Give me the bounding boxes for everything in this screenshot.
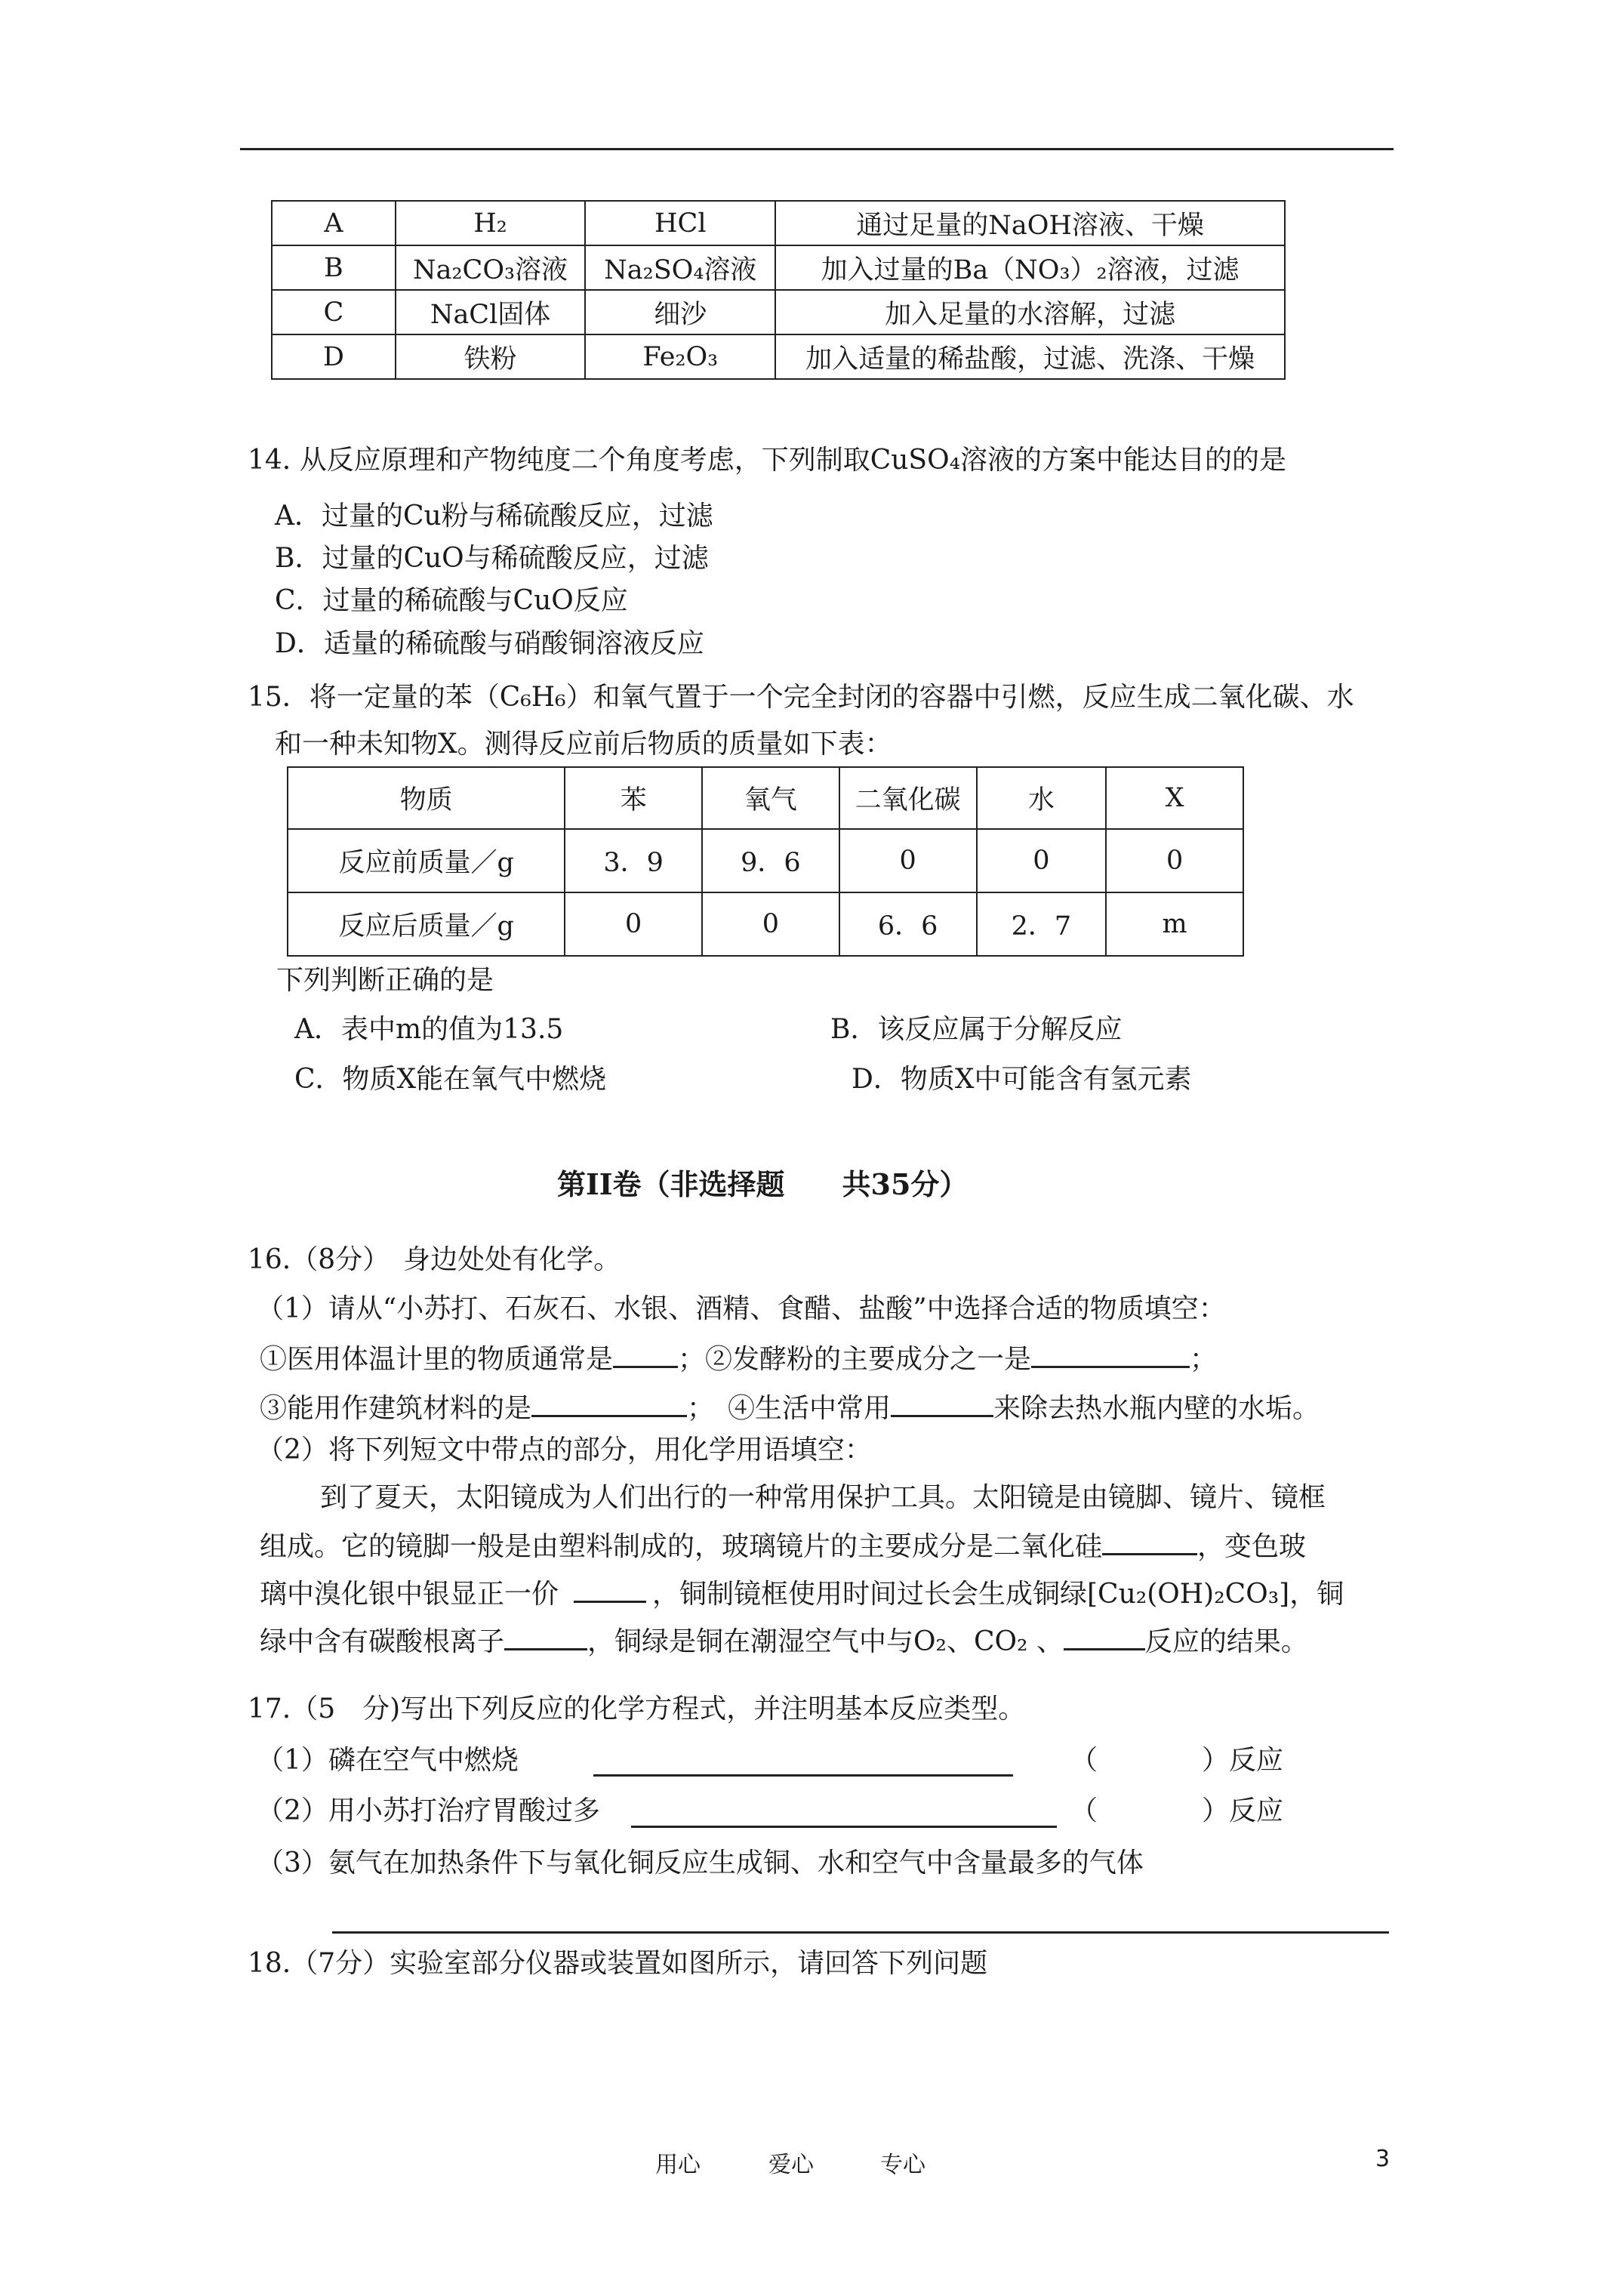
answer-rule[interactable] <box>332 1931 1389 1934</box>
footer-motto-3: 专心 <box>880 2152 925 2178</box>
fill-text: ； ④生活中常用 <box>687 1393 892 1424</box>
answer-blank[interactable] <box>504 1623 587 1650</box>
question-15-stem-cont: 和一种未知物X。测得反应前后物质的质量如下表： <box>275 729 892 760</box>
footer-motto-2: 爱心 <box>768 2152 814 2178</box>
table-cell: B <box>272 245 396 290</box>
passage-line: 到了夏天，太阳镜成为人们出行的一种常用保护工具。太阳镜是由镜脚、镜片、镜框 <box>320 1482 1326 1513</box>
answer-blank[interactable] <box>613 1340 678 1368</box>
question-15-stem: 15．将一定量的苯（C₆H₆）和氧气置于一个完全封闭的容器中引燃，反应生成二氧化碳、水 <box>248 682 1354 713</box>
table-cell: 0 <box>977 829 1107 892</box>
answer-blank[interactable] <box>1031 1340 1190 1368</box>
table-header: 氧气 <box>702 767 839 829</box>
option-d: D．物质X中可能含有氢元素 <box>852 1064 1192 1095</box>
table-cell: HCl <box>585 201 775 245</box>
table-cell: A <box>272 201 396 245</box>
fill-text: 组成。它的镜脚一般是由塑料制成的，玻璃镜片的主要成分是二氧化硅 <box>260 1531 1103 1562</box>
table-cell: 0 <box>839 829 977 892</box>
fill-text: ，铜制镜框使用时间过长会生成铜绿[Cu₂(OH)₂CO₃]，铜 <box>652 1579 1344 1610</box>
question-17-item3: （3）氨气在加热条件下与氧化铜反应生成铜、水和空气中含量最多的气体 <box>257 1848 1144 1878</box>
table-cell: 加入过量的Ba（NO₃）₂溶液，过滤 <box>775 245 1285 290</box>
table-row <box>272 290 1285 334</box>
table-cell: 通过足量的NaOH溶液、干燥 <box>775 201 1285 245</box>
table-row <box>272 334 1285 379</box>
table-row <box>272 245 1285 290</box>
option-a: A．过量的Cu粉与稀硫酸反应，过滤 <box>275 501 713 532</box>
table-cell: 6．6 <box>839 892 977 956</box>
paren-open: （ <box>1070 1795 1098 1826</box>
question-16-line1 <box>260 1340 1217 1378</box>
passage-line <box>260 1623 1308 1660</box>
table-row <box>288 892 1243 956</box>
option-c: C．物质X能在氧气中燃烧 <box>294 1064 607 1095</box>
fill-text: ，变色玻 <box>1197 1531 1307 1562</box>
table-cell: Na₂SO₄溶液 <box>585 245 775 290</box>
table-cell: 加入适量的稀盐酸，过滤、洗涤、干燥 <box>775 334 1285 379</box>
page-number: 3 <box>1375 2146 1390 2172</box>
header-rule <box>240 148 1394 150</box>
passage-line <box>260 1575 1344 1613</box>
table-header: 水 <box>977 767 1107 829</box>
answer-blank[interactable] <box>891 1389 993 1417</box>
section-title: 第II卷（非选择题 共35分） <box>557 1167 969 1201</box>
table-cell: 0 <box>565 892 702 956</box>
question-16-line2 <box>260 1389 1320 1427</box>
answer-blank[interactable] <box>531 1389 687 1417</box>
equation-blank[interactable] <box>631 1826 1057 1828</box>
table-header: 苯 <box>565 767 702 829</box>
table-cell: 3．9 <box>565 829 702 892</box>
fill-text: 璃中溴化银中银显正一价 <box>260 1579 559 1610</box>
answer-blank[interactable] <box>574 1575 646 1603</box>
option-b: B．该反应属于分解反应 <box>830 1014 1123 1045</box>
reaction-type-label: ）反应 <box>1202 1745 1284 1776</box>
footer-motto-1: 用心 <box>655 2152 701 2178</box>
question-16-part1: （1）请从“小苏打、石灰石、水银、酒精、食醋、盐酸”中选择合适的物质填空： <box>257 1293 1226 1324</box>
table-cell: Na₂CO₃溶液 <box>396 245 586 290</box>
table-header: 物质 <box>288 767 565 829</box>
table-cell: 反应后质量／g <box>288 892 565 956</box>
table-cell: 2．7 <box>977 892 1107 956</box>
question-18-stem: 18.（7分）实验室部分仪器或装置如图所示，请回答下列问题 <box>248 1948 988 1979</box>
option-c: C．过量的稀硫酸与CuO反应 <box>275 585 628 616</box>
table-cell: NaCl固体 <box>396 290 586 334</box>
option-d: D．适量的稀硫酸与硝酸铜溶液反应 <box>275 628 704 659</box>
table-cell: 反应前质量／g <box>288 829 565 892</box>
table-header: X <box>1106 767 1243 829</box>
reaction-type-label: ）反应 <box>1202 1795 1284 1826</box>
table-row <box>288 829 1243 892</box>
fill-text: 来除去热水瓶内壁的水垢。 <box>993 1393 1320 1424</box>
table-cell: 铁粉 <box>396 334 586 379</box>
question-15-prompt: 下列判断正确的是 <box>276 965 494 996</box>
table-cell: H₂ <box>396 201 586 245</box>
table-header-row <box>288 767 1243 829</box>
answer-blank[interactable] <box>1102 1527 1197 1555</box>
fill-text: ①医用体温计里的物质通常是 <box>260 1344 614 1375</box>
table-cell: 9．6 <box>702 829 839 892</box>
table-cell: m <box>1106 892 1243 956</box>
fill-text: ；②发酵粉的主要成分之一是 <box>678 1344 1032 1375</box>
table-cell: 加入足量的水溶解，过滤 <box>775 290 1285 334</box>
fill-text: 绿中含有碳酸根离子 <box>260 1626 505 1657</box>
question-17-item1: （1）磷在空气中燃烧 <box>257 1745 519 1776</box>
table-cell: 0 <box>702 892 839 956</box>
equation-blank[interactable] <box>593 1774 1013 1777</box>
answer-blank[interactable] <box>1064 1623 1145 1650</box>
fill-text: ，铜绿是铜在潮湿空气中与O₂、CO₂ 、 <box>587 1626 1064 1657</box>
question-17-item2: （2）用小苏打治疗胃酸过多 <box>257 1795 600 1826</box>
question-16-stem: 16.（8分） 身边处处有化学。 <box>248 1244 621 1275</box>
question-14-stem: 14. 从反应原理和产物纯度二个角度考虑，下列制取CuSO₄溶液的方案中能达目的的是 <box>248 445 1287 476</box>
table-cell: 细沙 <box>585 290 775 334</box>
table-cell: Fe₂O₃ <box>585 334 775 379</box>
passage-line <box>260 1527 1306 1565</box>
separation-table <box>271 200 1286 380</box>
fill-text: ； <box>1190 1344 1218 1375</box>
table-cell: D <box>272 334 396 379</box>
table-row <box>272 201 1285 245</box>
mass-table <box>287 766 1244 957</box>
question-17-stem: 17.（5 分)写出下列反应的化学方程式，并注明基本反应类型。 <box>248 1693 1026 1724</box>
fill-text: ③能用作建筑材料的是 <box>260 1393 532 1424</box>
option-a: A．表中m的值为13.5 <box>294 1014 564 1045</box>
table-cell: 0 <box>1106 829 1243 892</box>
table-cell: C <box>272 290 396 334</box>
paren-open: （ <box>1070 1745 1098 1776</box>
fill-text: 反应的结果。 <box>1144 1626 1308 1657</box>
table-header: 二氧化碳 <box>839 767 977 829</box>
question-16-part2: （2）将下列短文中带点的部分，用化学用语填空： <box>257 1435 872 1465</box>
option-b: B．过量的CuO与稀硫酸反应，过滤 <box>275 543 709 574</box>
